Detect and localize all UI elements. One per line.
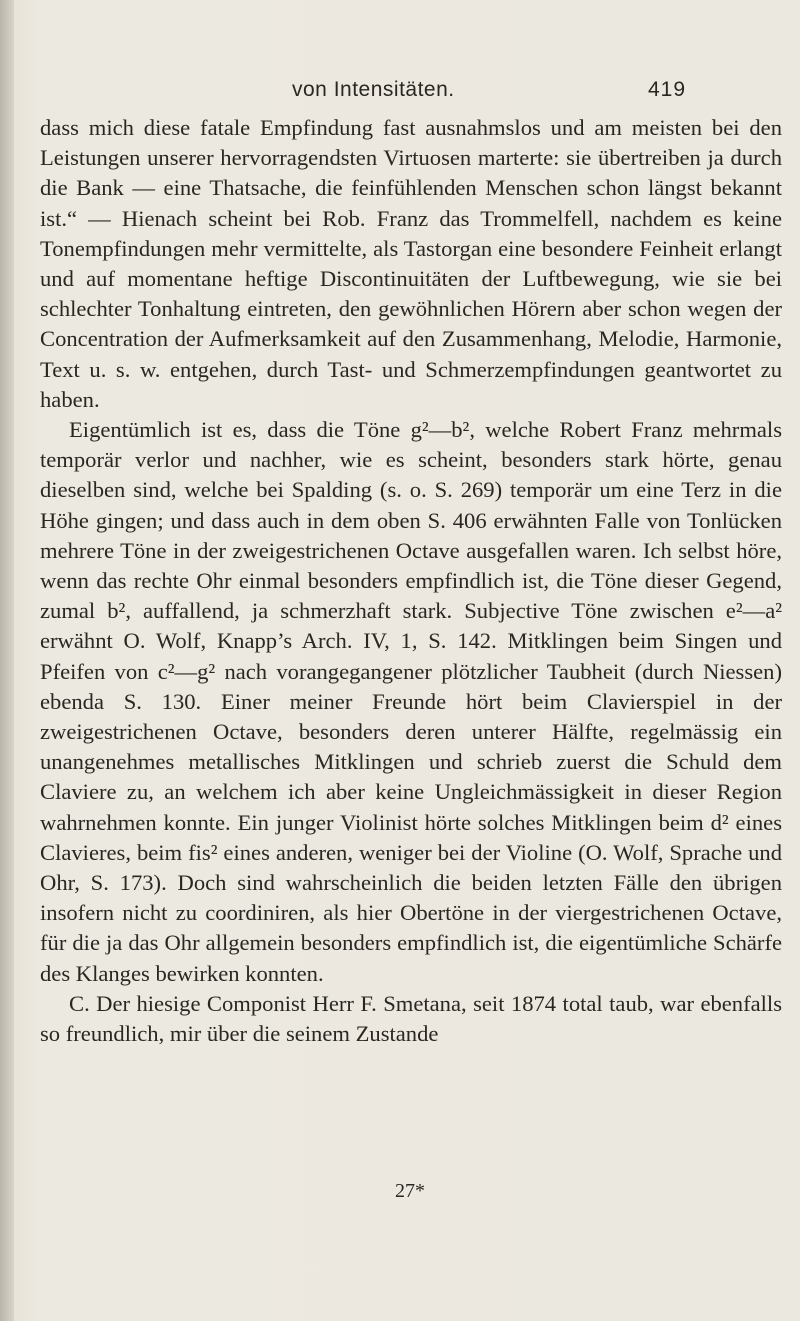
paragraph-1: dass mich diese fatale Empfindung fast ausnahmslos und am meisten bei den Leistungen unserer hervorragendsten Virtuosen marterte: sie übertreiben ja durch die Bank — eine Thatsache, die feinfühlenden Menschen schon längst bekannt ist.“ — Hienach scheint bei Rob. Franz das Trommelfell, nachdem es keine Tonempfindungen mehr vermittelte, als Tastorgan eine besondere Feinheit erlangt und auf momentane heftige Discontinuitäten der Luftbewegung, wie sie bei schlechter Tonhaltung eintreten, den gewöhnlichen Hörern aber schon wegen der Concentration der Aufmerksamkeit auf den Zusammenhang, Melodie, Harmonie, Text u. s. w. entgehen, durch Tast- und Schmerzempfindungen geantwortet zu haben. [40,115,782,412]
running-header [0,78,800,112]
paragraph-3: C. Der hiesige Componist Herr F. Smetana, seit 1874 total taub, war ebenfalls so freundlich, mir über die seinem Zustande [40,990,782,1047]
signature-mark: 27* [395,1180,425,1202]
running-title: von Intensitäten. [292,78,455,101]
body-text [40,113,782,1049]
page-number: 419 [648,78,687,101]
binding-shadow [0,0,14,1321]
paragraph-2: Eigentümlich ist es, dass die Töne g²—b², welche Robert Franz mehrmals temporär verlor und nachher, wie es scheint, besonders stark hörte, genau dieselben sind, welche bei Spalding (s. o. S. 269) temporär um eine Terz in die Höhe gingen; und dass auch in dem oben S. 406 erwähnten Falle von Tonlücken mehrere Töne in der zweigestrichenen Octave ausgefallen waren. Ich selbst höre, wenn das rechte Ohr einmal besonders empfindlich ist, die Töne dieser Gegend, zumal b², auffallend, ja schmerzhaft stark. Subjective Töne zwischen e²—a² erwähnt O. Wolf, Knapp’s Arch. IV, 1, S. 142. Mitklingen beim Singen und Pfeifen von c²—g² nach vorangegangener plötzlicher Taubheit (durch Niessen) ebenda S. 130. Einer meiner Freunde hört beim Clavierspiel in der zweigestrichenen Octave, besonders deren unterer Hälfte, regelmässig ein unangenehmes metallisches Mitklingen und schrieb zuerst die Schuld dem Claviere zu, an welchem ich aber keine Ungleichmässigkeit in dieser Region wahrnehmen konnte. Ein junger Violinist hörte solches Mitklingen beim d² eines Clavieres, beim fis² eines anderen, weniger bei der Violine (O. Wolf, Sprache und Ohr, S. 173). Doch sind wahrscheinlich die beiden letzten Fälle den übrigen insofern nicht zu coordiniren, als hier Obertöne in der viergestrichenen Octave, für die ja das Ohr allgemein besonders empfindlich ist, die eigentümliche Schärfe des Klanges bewirken konnten. [40,417,782,986]
